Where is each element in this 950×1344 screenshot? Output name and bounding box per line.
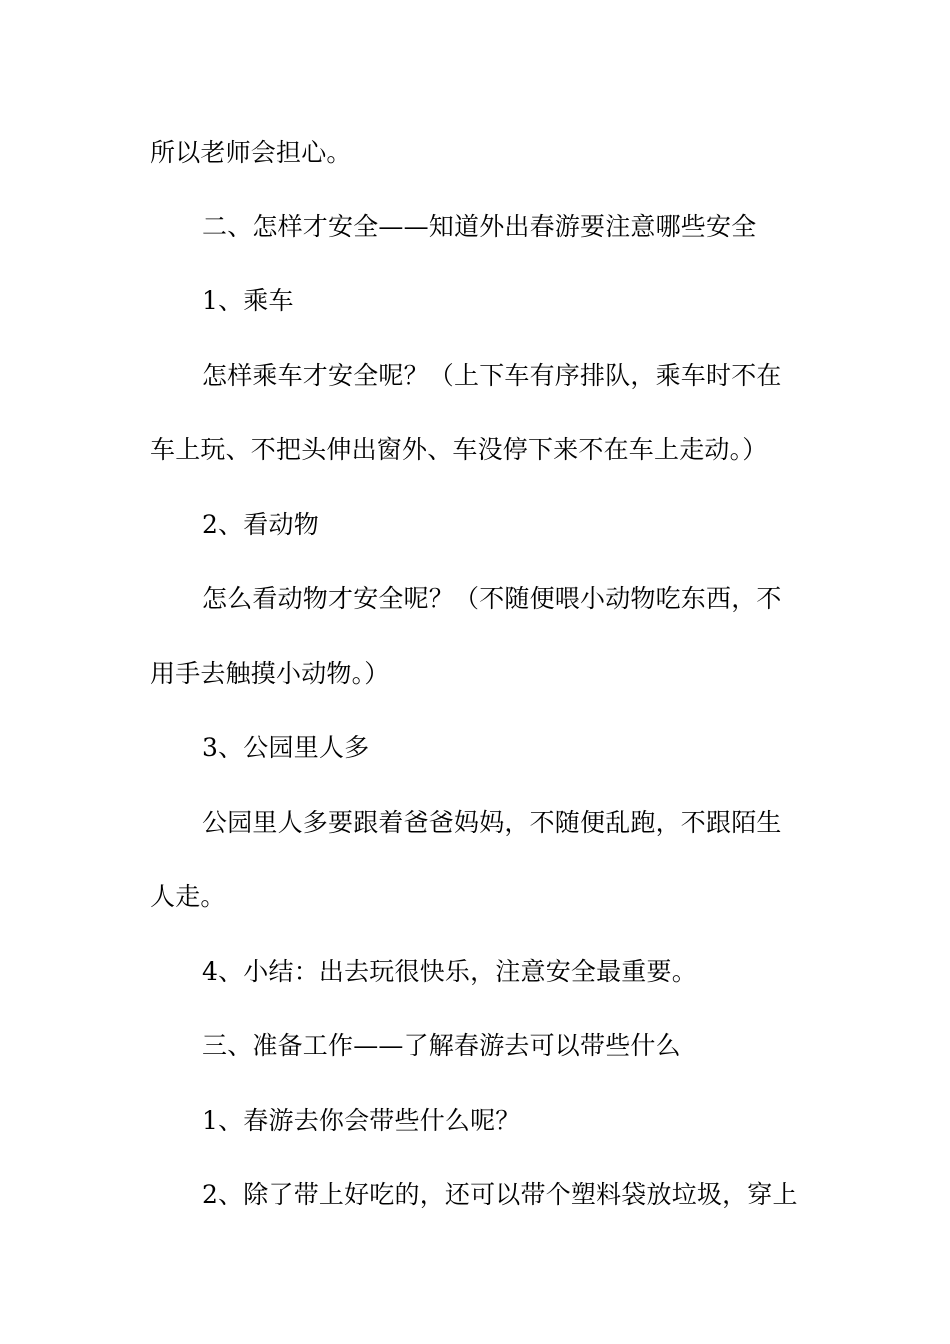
subheading-summary: 4、小结：出去玩很快乐，注意安全最重要。 — [202, 957, 697, 986]
subheading-park: 3、公园里人多 — [202, 733, 370, 762]
paragraph-line: 怎样乘车才安全呢？（上下车有序排队，乘车时不在 — [202, 361, 782, 390]
section-heading-3: 三、准备工作——了解春游去可以带些什么 — [202, 1031, 681, 1060]
subheading-riding: 1、乘车 — [202, 286, 294, 315]
list-item: 2、除了带上好吃的，还可以带个塑料袋放垃圾，穿上 — [202, 1180, 798, 1209]
list-item: 1、春游去你会带些什么呢？ — [202, 1106, 521, 1135]
paragraph-line: 怎么看动物才安全呢？（不随便喂小动物吃东西，不 — [202, 584, 782, 613]
paragraph-line: 用手去触摸小动物。） — [150, 659, 390, 688]
paragraph-line: 所以老师会担心。 — [150, 138, 352, 167]
paragraph-line: 人走。 — [150, 882, 226, 911]
subheading-animals: 2、看动物 — [202, 510, 319, 539]
paragraph-line: 公园里人多要跟着爸爸妈妈，不随便乱跑，不跟陌生 — [202, 808, 782, 837]
paragraph-line: 车上玩、不把头伸出窗外、车没停下来不在车上走动。） — [150, 435, 768, 464]
section-heading-2: 二、怎样才安全——知道外出春游要注意哪些安全 — [202, 212, 757, 241]
